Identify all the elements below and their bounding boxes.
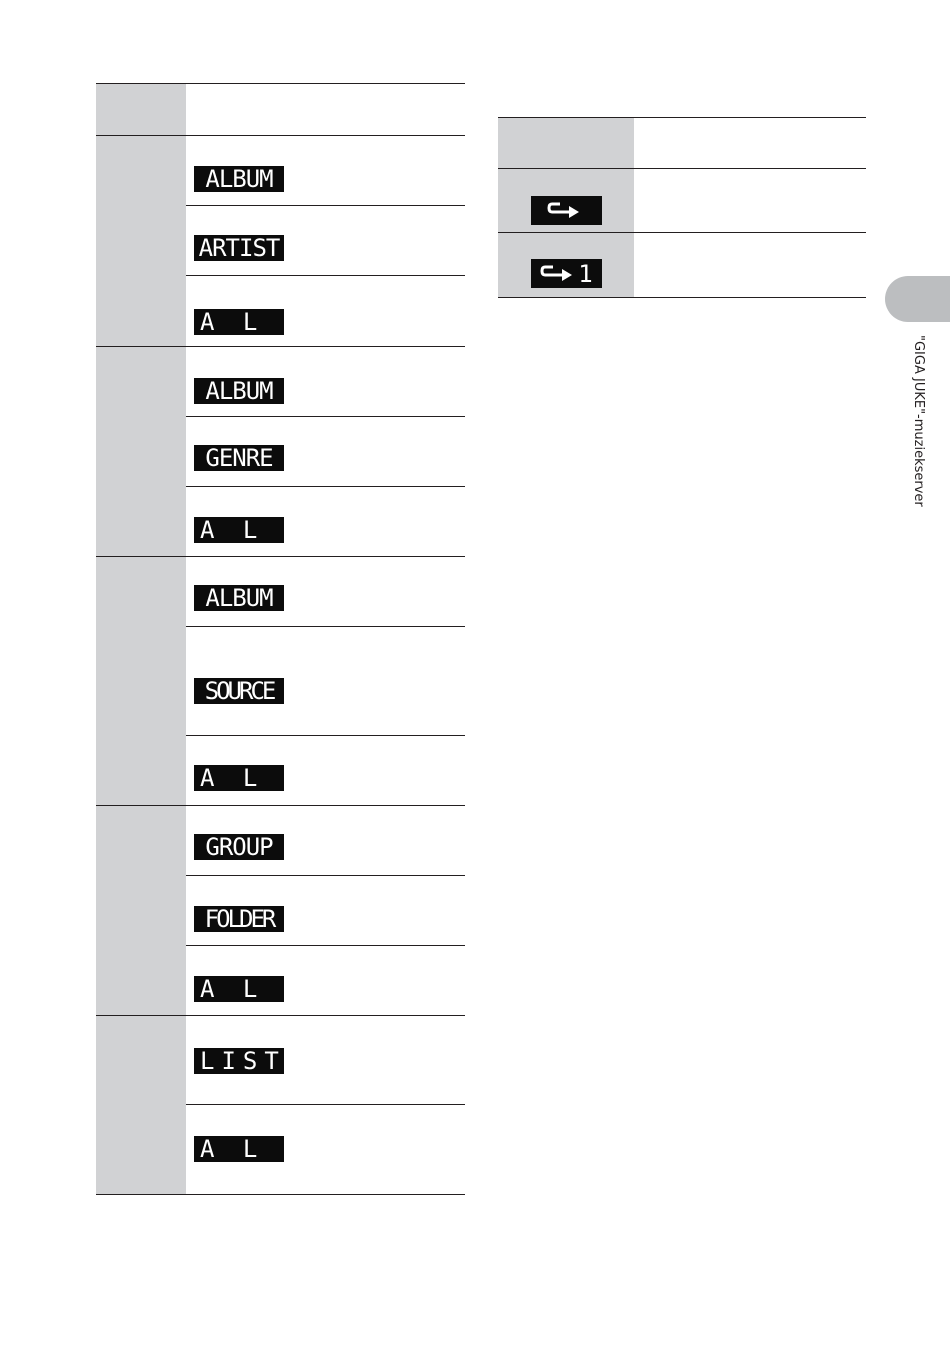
- repeat-arrow-icon: [540, 262, 576, 286]
- mode-cell-4: [96, 806, 186, 1015]
- mode-cell-3: [96, 557, 186, 805]
- table-rule: [96, 346, 465, 347]
- sub-row-rule: [186, 626, 465, 627]
- sub-row-rule: [186, 945, 465, 946]
- chapter-label: "GIGA JUKE"-muziekserver: [911, 335, 926, 507]
- lcd-label-artist: ARTIST: [194, 235, 284, 261]
- lcd-label-source: SOURCE: [194, 678, 284, 704]
- lcd-label-list: LIST: [194, 1048, 284, 1074]
- table-rule: [96, 1015, 465, 1016]
- repeat-one-label: 1: [578, 259, 593, 288]
- mode-cell-2: [96, 347, 186, 556]
- table-rule: [96, 556, 465, 557]
- sub-row-rule: [186, 205, 465, 206]
- table-rule: [498, 117, 866, 118]
- table-rule: [96, 83, 465, 84]
- repeat-one-icon: [531, 259, 602, 288]
- table-rule: [96, 135, 465, 136]
- lcd-label-genre: GENRE: [194, 445, 284, 471]
- lcd-label-all: A L L: [194, 517, 284, 543]
- table-rule: [96, 805, 465, 806]
- repeat-header-cell: [498, 118, 634, 168]
- header-mode-cell: [96, 84, 186, 135]
- table-rule: [96, 1194, 465, 1195]
- table-rule: [498, 232, 866, 233]
- lcd-label-album: ALBUM: [194, 378, 284, 404]
- sub-row-rule: [186, 275, 465, 276]
- mode-cell-1: [96, 136, 186, 346]
- lcd-label-all: A L L: [194, 765, 284, 791]
- lcd-label-album: ALBUM: [194, 585, 284, 611]
- table-rule: [498, 168, 866, 169]
- sub-row-rule: [186, 875, 465, 876]
- chapter-tab: [885, 276, 950, 322]
- sub-row-rule: [186, 486, 465, 487]
- lcd-label-all: A L L: [194, 1136, 284, 1162]
- sub-row-rule: [186, 1104, 465, 1105]
- table-rule: [498, 297, 866, 298]
- repeat-arrow-icon: [547, 199, 587, 223]
- sub-row-rule: [186, 735, 465, 736]
- lcd-label-all: A L L: [194, 309, 284, 335]
- repeat-all-icon: [531, 196, 602, 225]
- lcd-label-group: GROUP: [194, 834, 284, 860]
- lcd-label-album: ALBUM: [194, 166, 284, 192]
- lcd-label-all: A L L: [194, 976, 284, 1002]
- lcd-label-folder: FOLDER: [194, 906, 284, 932]
- mode-cell-5: [96, 1016, 186, 1194]
- sub-row-rule: [186, 416, 465, 417]
